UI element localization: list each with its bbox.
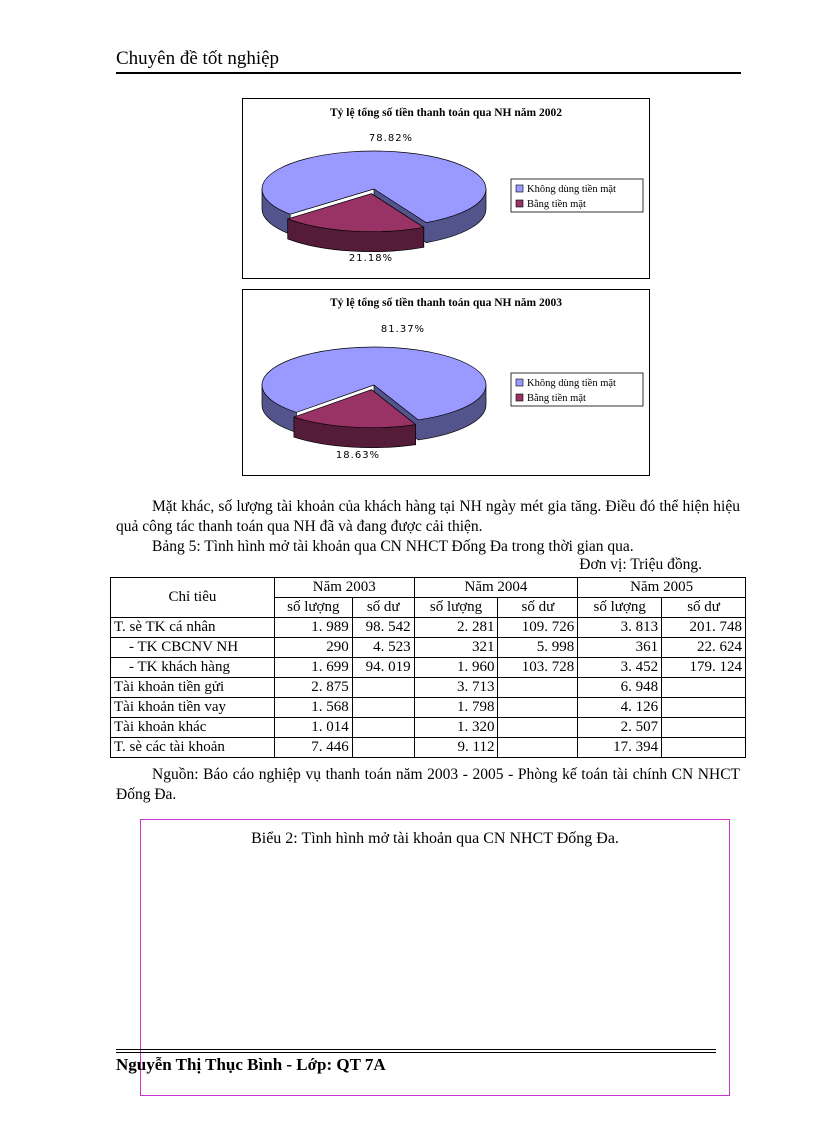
cell: 1. 798 [414, 698, 498, 718]
pie-2003-label-cash: 18.63% [335, 450, 381, 461]
body-paragraphs [116, 497, 740, 557]
pie-chart-2003-title: Tỷ lệ tổng số tiền thanh toán qua NH năm 2003 [330, 297, 562, 309]
table-row [111, 718, 746, 738]
footer-rule [116, 1052, 716, 1053]
cell: 1. 989 [274, 618, 352, 638]
cell: 179. 124 [662, 658, 746, 678]
table-header-year: Năm 2005 [578, 578, 746, 598]
cell: 3. 713 [414, 678, 498, 698]
table-row [111, 638, 746, 658]
cell [498, 678, 578, 698]
table-header-label: Chỉ tiêu [111, 578, 275, 618]
cell: 1. 014 [274, 718, 352, 738]
row-label: Tài khoản tiền gửi [111, 678, 275, 698]
cell [352, 718, 414, 738]
pie-chart-2003-frame [242, 289, 650, 476]
cell [498, 698, 578, 718]
cell: 361 [578, 638, 662, 658]
pie-2003-legend-cash: Bằng tiền mặt [527, 393, 586, 404]
pie-2002-legend-cash: Bằng tiền mặt [527, 199, 586, 210]
cell [498, 738, 578, 758]
table-row [111, 658, 746, 678]
cell: 9. 112 [414, 738, 498, 758]
table-subheader: số dư [662, 598, 746, 618]
cell: 94. 019 [352, 658, 414, 678]
pie-2003-label-cashless: 81.37% [380, 324, 426, 335]
table-row [111, 698, 746, 718]
pie-2002-label-cash: 21.18% [348, 253, 394, 264]
cell: 2. 281 [414, 618, 498, 638]
pie-2002-legend-swatch-cash [516, 200, 523, 207]
pie-2002-label-cashless: 78.82% [368, 133, 414, 144]
cell: 201. 748 [662, 618, 746, 638]
table-subheader: số dư [352, 598, 414, 618]
cell: 1. 699 [274, 658, 352, 678]
cell: 3. 813 [578, 618, 662, 638]
table-header-year: Năm 2003 [274, 578, 414, 598]
cell [662, 738, 746, 758]
table-subheader: số lượng [578, 598, 662, 618]
cell: 3. 452 [578, 658, 662, 678]
pie-chart-2002-frame [242, 98, 650, 279]
cell: 4. 523 [352, 638, 414, 658]
pie-chart-2003 [243, 290, 649, 475]
table-caption: Bảng 5: Tình hình mở tài khoản qua CN NHCT Đống Đa trong thời gian qua. [152, 538, 634, 555]
pie-chart-2002-title: Tỷ lệ tổng số tiền thanh toán qua NH năm 2002 [330, 107, 562, 119]
table-header-row [111, 578, 746, 598]
paragraph-1: Mặt khác, số lượng tài khoản của khách hàng tại NH ngày mét gia tăng. Điều đó thể hiện hiệu quả công tác thanh toán qua NH đã và đang được cải thiện. [116, 498, 740, 535]
table-row [111, 738, 746, 758]
cell: 109. 726 [498, 618, 578, 638]
table-subheader: số lượng [414, 598, 498, 618]
pie-2003-legend-swatch-cash [516, 394, 523, 401]
cell [352, 698, 414, 718]
table-unit: Đơn vị: Triệu đồng. [579, 556, 702, 573]
cell: 1. 320 [414, 718, 498, 738]
row-label: - TK CBCNV NH [111, 638, 275, 658]
cell [352, 738, 414, 758]
cell: 290 [274, 638, 352, 658]
chart-2-title: Biểu 2: Tình hình mở tài khoản qua CN NHCT Đống Đa. [251, 830, 619, 847]
row-label: T. sè các tài khoản [111, 738, 275, 758]
cell: 1. 568 [274, 698, 352, 718]
pie-2002-legend-cashless: Không dùng tiền mặt [527, 184, 616, 195]
row-label: Tài khoản khác [111, 718, 275, 738]
cell [352, 678, 414, 698]
footer-author: Nguyễn Thị Thục Bình - Lớp: QT 7A [116, 1055, 386, 1074]
cell [662, 698, 746, 718]
cell: 2. 875 [274, 678, 352, 698]
cell: 98. 542 [352, 618, 414, 638]
cell [662, 678, 746, 698]
table-subheader: số dư [498, 598, 578, 618]
cell: 22. 624 [662, 638, 746, 658]
pie-chart-2003-slices [262, 347, 486, 448]
row-label: T. sè TK cá nhân [111, 618, 275, 638]
table-subheader: số lượng [274, 598, 352, 618]
pie-2003-legend-cashless: Không dùng tiền mặt [527, 378, 616, 389]
cell: 2. 507 [578, 718, 662, 738]
source-note [116, 765, 740, 805]
cell: 17. 394 [578, 738, 662, 758]
pie-2002-legend-swatch-cashless [516, 185, 523, 192]
cell: 1. 960 [414, 658, 498, 678]
table-row [111, 678, 746, 698]
pie-chart-2002-slices [262, 151, 486, 252]
cell: 4. 126 [578, 698, 662, 718]
accounts-table [110, 577, 746, 758]
source-text: Nguồn: Báo cáo nghiệp vụ thanh toán năm 2003 - 2005 - Phòng kế toán tài chính CN NHCT Đống Đa. [116, 766, 740, 803]
cell [498, 718, 578, 738]
cell: 321 [414, 638, 498, 658]
row-label: Tài khoản tiền vay [111, 698, 275, 718]
cell: 103. 728 [498, 658, 578, 678]
header-rule [116, 72, 741, 74]
cell [662, 718, 746, 738]
cell: 6. 948 [578, 678, 662, 698]
footer-rule [116, 1049, 716, 1050]
table-row [111, 618, 746, 638]
table-header-year: Năm 2004 [414, 578, 578, 598]
cell: 7. 446 [274, 738, 352, 758]
pie-chart-2002 [243, 99, 649, 278]
page-header-title: Chuyên đề tốt nghiệp [116, 48, 280, 69]
row-label: - TK khách hàng [111, 658, 275, 678]
cell: 5. 998 [498, 638, 578, 658]
pie-2003-legend-swatch-cashless [516, 379, 523, 386]
